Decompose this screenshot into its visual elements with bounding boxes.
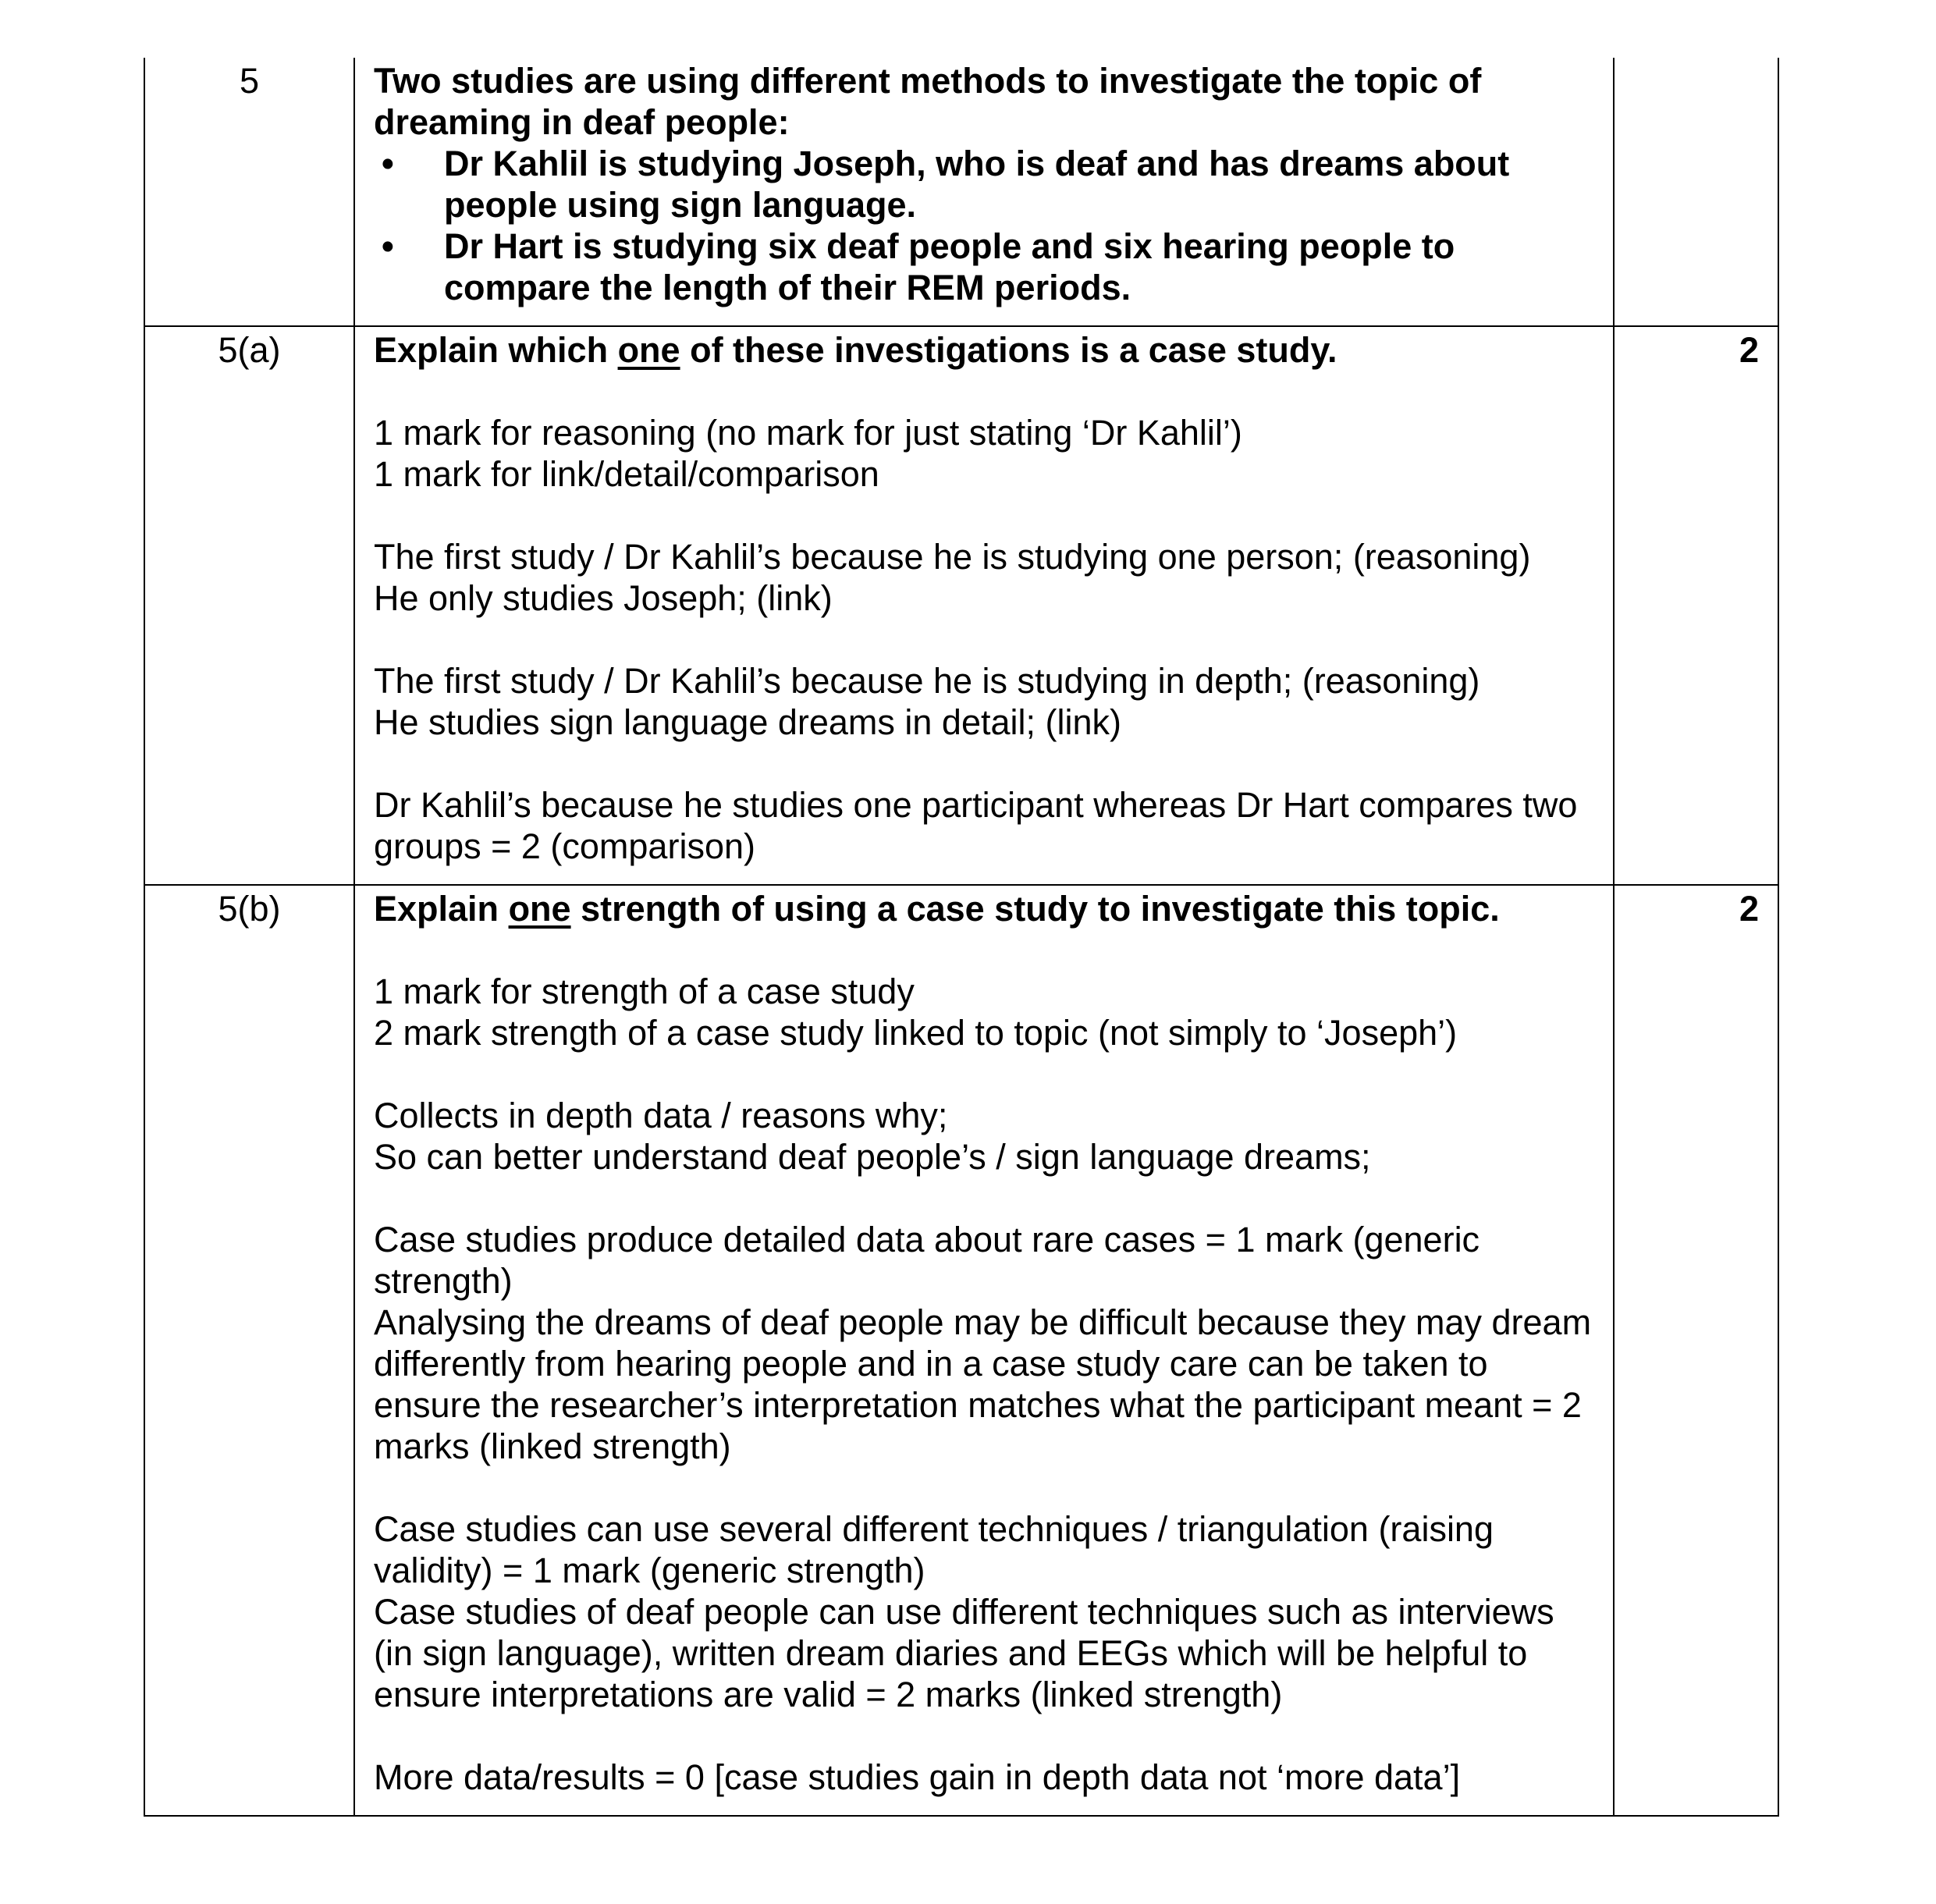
question-body	[354, 326, 1614, 885]
answer-line: Collects in depth data / reasons why;	[374, 1096, 948, 1135]
list-item	[374, 143, 1594, 226]
answer-line: He only studies Joseph; (link)	[374, 578, 833, 618]
question-number: 5(a)	[144, 326, 354, 885]
bullet-icon: •	[382, 226, 394, 266]
answer-line: So can better understand deaf people’s / sign language dreams;	[374, 1137, 1371, 1177]
marks-value: 2	[1614, 885, 1778, 1816]
question-5a-row	[144, 326, 1778, 885]
study-list	[374, 143, 1594, 308]
marks-value: 2	[1614, 326, 1778, 885]
answer-line: More data/results = 0 [case studies gain in depth data not ‘more data’]	[374, 1757, 1461, 1797]
question-5-row	[144, 58, 1778, 326]
question-body	[354, 885, 1614, 1816]
question-number: 5	[144, 58, 354, 326]
guidance-line: 2 mark strength of a case study linked to topic (not simply to ‘Joseph’)	[374, 1013, 1458, 1053]
question-stem: Two studies are using different methods to investigate the topic of dreaming in deaf people:	[374, 61, 1482, 142]
answer-line: He studies sign language dreams in detail; (link)	[374, 702, 1122, 742]
answer-line: The first study / Dr Kahlil’s because he is studying in depth; (reasoning)	[374, 661, 1480, 701]
question-emphasis: one	[508, 889, 571, 929]
question-body	[354, 58, 1614, 326]
mark-scheme-table	[144, 58, 1779, 1817]
question-text-end: strength of using a case study to investigate this topic.	[570, 889, 1500, 929]
question-text-start: Explain	[374, 889, 509, 929]
question-number: 5(b)	[144, 885, 354, 1816]
answer-line: Case studies of deaf people can use different techniques such as interviews (in sign language), written dream diaries and EEGs which will be helpful to ensure interpretations are valid = 2 marks (linked strength)	[374, 1592, 1554, 1714]
guidance-line: 1 mark for link/detail/comparison	[374, 454, 879, 494]
bullet-icon: •	[382, 144, 394, 183]
question-text	[374, 888, 1594, 929]
list-item-text: Dr Kahlil is studying Joseph, who is deaf and has dreams about people using sign language.	[444, 144, 1510, 225]
question-text-start: Explain which	[374, 330, 618, 370]
question-text	[374, 329, 1594, 371]
answer-line: The first study / Dr Kahlil’s because he is studying one person; (reasoning)	[374, 537, 1531, 577]
question-text-end: of these investigations is a case study.	[680, 330, 1337, 370]
list-item-text: Dr Hart is studying six deaf people and six hearing people to compare the length of their REM periods.	[444, 226, 1455, 307]
marks-cell	[1614, 58, 1778, 326]
guidance-line: 1 mark for strength of a case study	[374, 972, 915, 1011]
guidance-line: 1 mark for reasoning (no mark for just stating ‘Dr Kahlil’)	[374, 413, 1242, 453]
question-emphasis: one	[617, 330, 680, 370]
answer-line: Analysing the dreams of deaf people may be difficult because they may dream differently from hearing people and in a case study care can be taken to ensure the researcher’s interpretation matches what the participant meant = 2 marks (linked strength)	[374, 1302, 1592, 1466]
answer-line: Dr Kahlil’s because he studies one participant whereas Dr Hart compares two groups = 2 (comparison)	[374, 785, 1578, 866]
answer-line: Case studies can use several different techniques / triangulation (raising validity) = 1 mark (generic strength)	[374, 1509, 1494, 1590]
list-item	[374, 226, 1594, 308]
answer-line: Case studies produce detailed data about rare cases = 1 mark (generic strength)	[374, 1220, 1480, 1301]
question-5b-row	[144, 885, 1778, 1816]
